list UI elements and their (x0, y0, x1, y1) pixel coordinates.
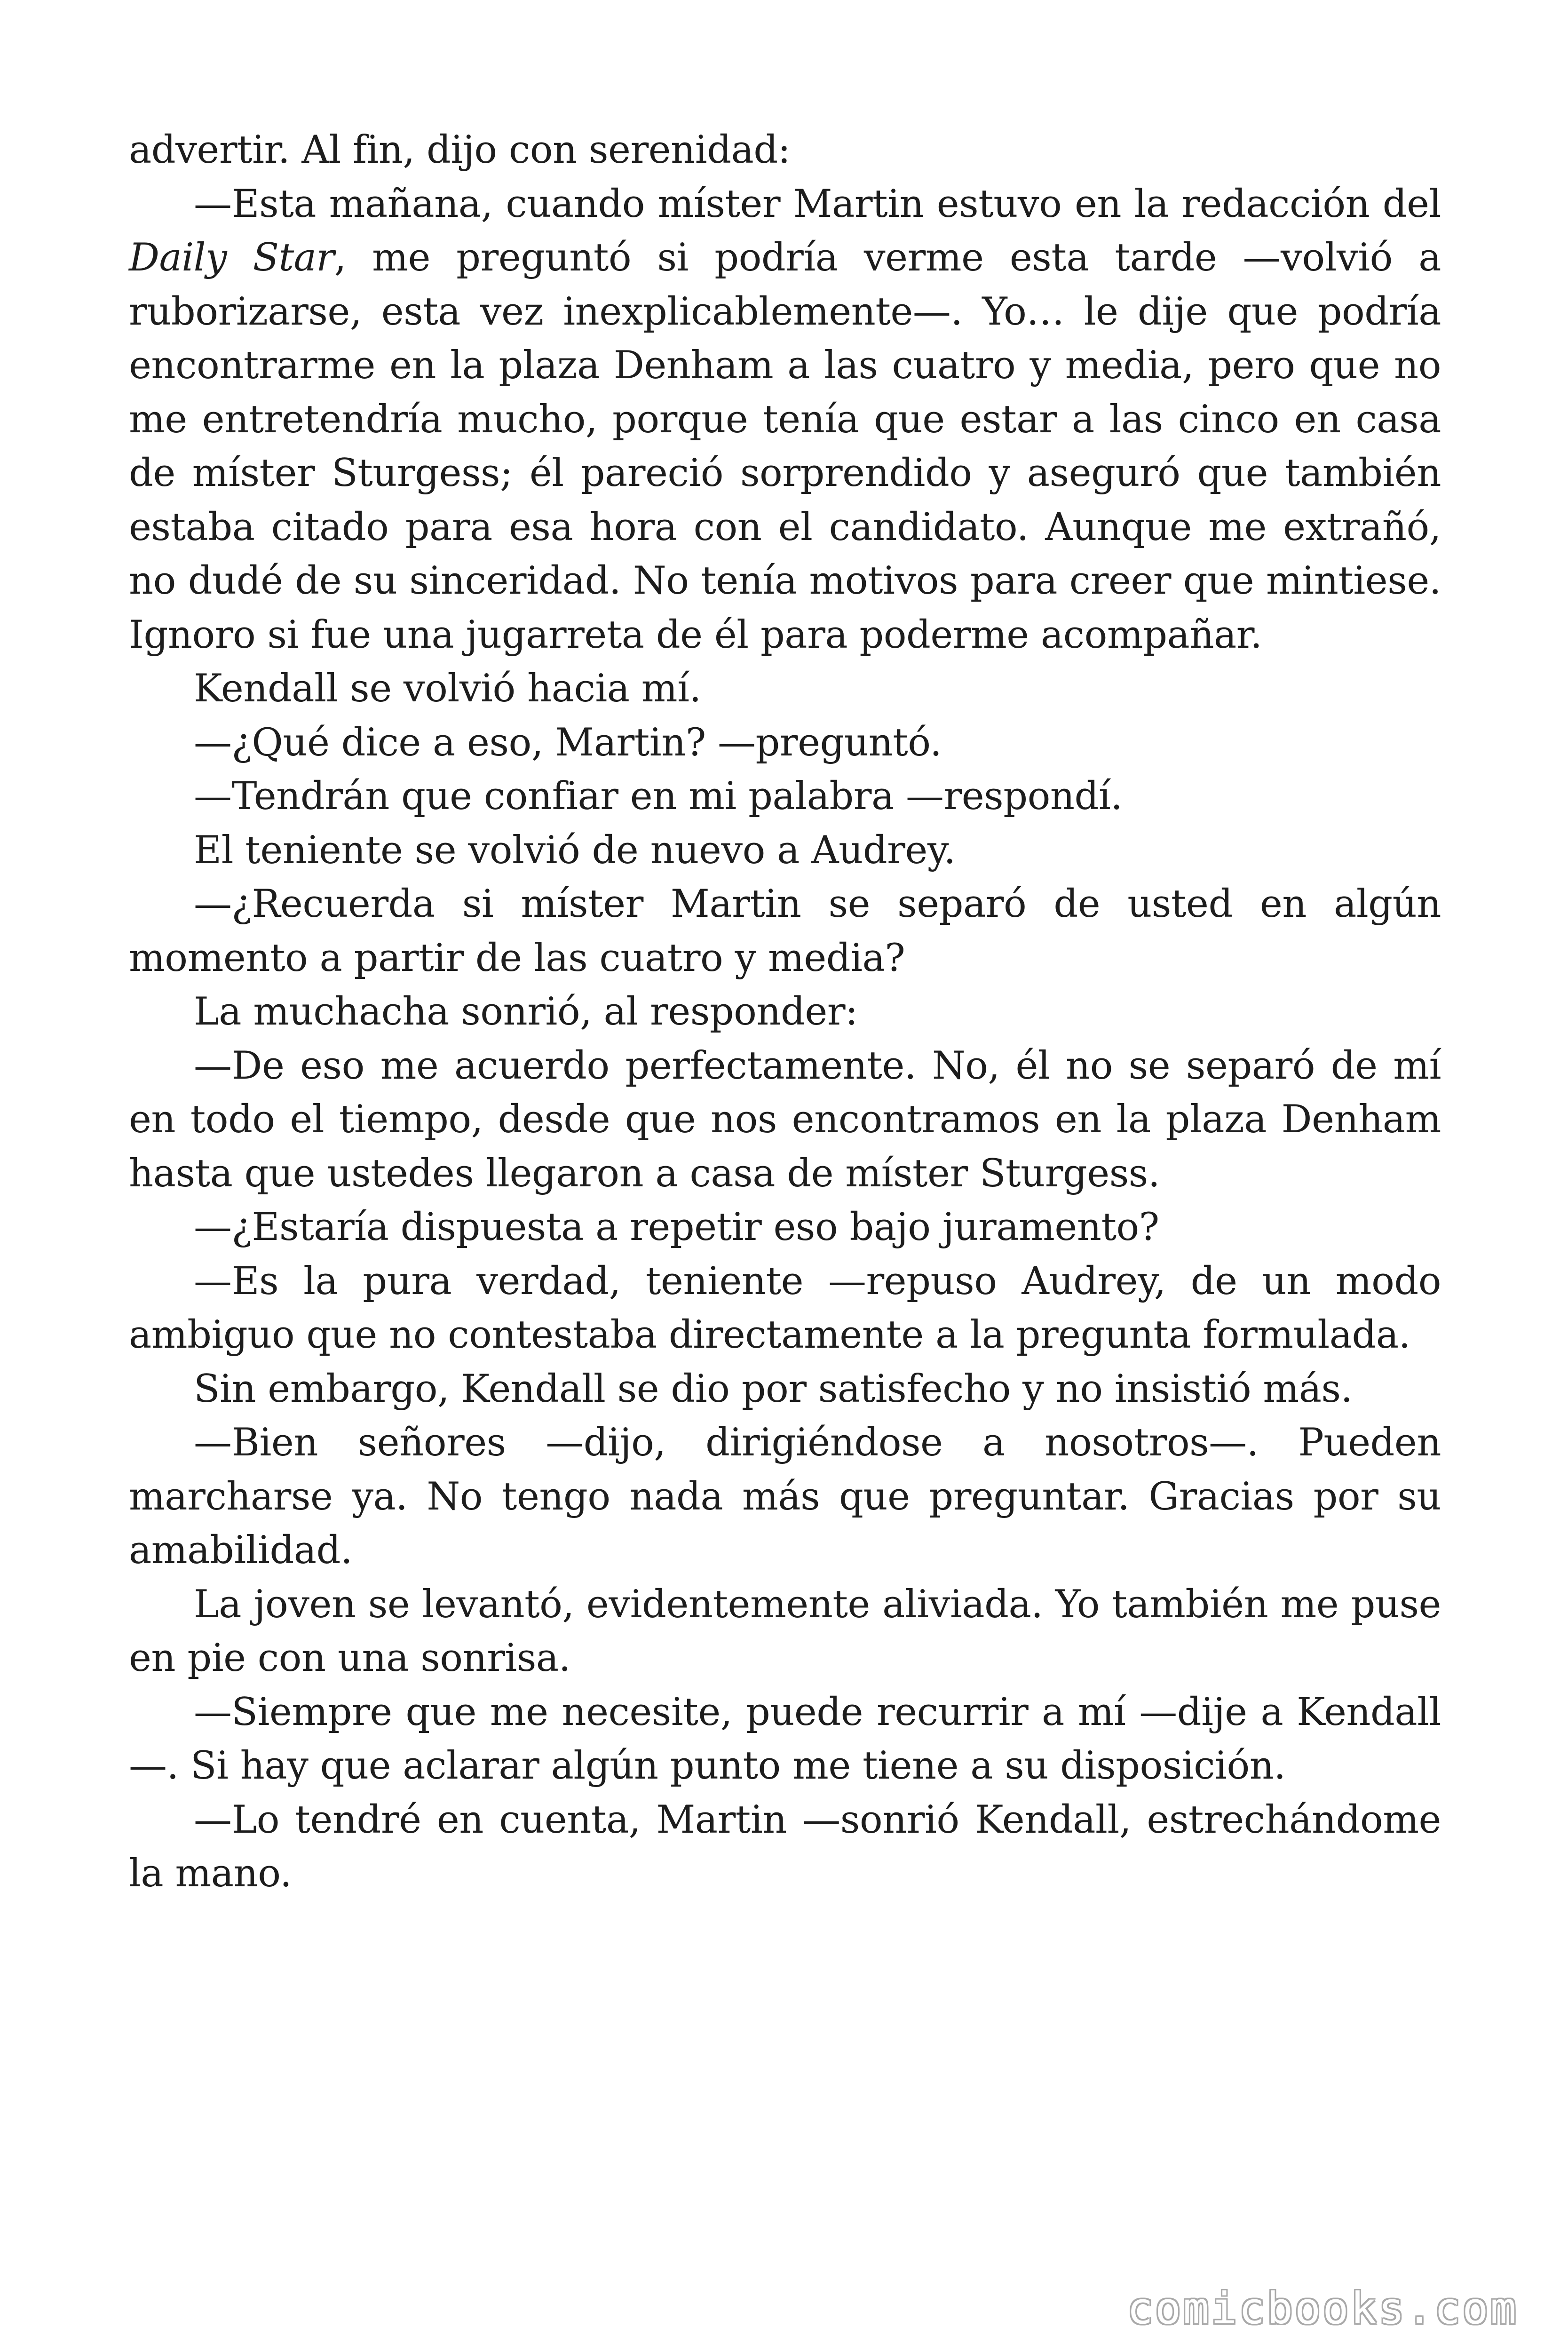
paragraph: Sin embargo, Kendall se dio por satisfecho y no insistió más. (194, 1367, 1353, 1411)
paragraph: —¿Qué dice a eso, Martin? —preguntó. (194, 720, 942, 765)
paragraph-text: , me preguntó si podría verme esta tarde —volvió a ruborizarse, esta vez inexplicablemente—. Yo… le dije que podría encontrarme en la plaza Denham a las cuatro y media, pero que no me entretendría mucho, porque tenía que estar a las cinco en casa de míster Sturgess; él pareció sorprendido y aseguró que también estaba citado para esa hora con el candidato. Aunque me extrañó, no dudé de su sinceridad. No tenía motivos para creer que mintiese. Ignoro si fue una jugarreta de él para poderme acompañar. (129, 236, 1441, 657)
paragraph: —De eso me acuerdo perfectamente. No, él no se separó de mí en todo el tiempo, desde que nos encontramos en la plaza Denham hasta que ustedes llegaron a casa de míster Sturgess. (129, 1043, 1441, 1196)
paragraph: La muchacha sonrió, al responder: (194, 990, 858, 1034)
paragraph: —¿Recuerda si míster Martin se separó de usted en algún momento a partir de las cuatro y media? (129, 882, 1441, 980)
paragraph: —Es la pura verdad, teniente —repuso Audrey, de un modo ambiguo que no contestaba directamente a la pregunta formulada. (129, 1259, 1441, 1357)
newspaper-title: Daily Star (129, 236, 334, 280)
paragraph: —Bien señores —dijo, dirigiéndose a nosotros—. Pueden marcharse ya. No tengo nada más que preguntar. Gracias por su amabilidad. (129, 1421, 1441, 1573)
watermark: comicbooks.com (1127, 2283, 1518, 2334)
paragraph (129, 177, 1441, 662)
body-text (129, 123, 1441, 1901)
paragraph: Kendall se volvió hacia mí. (194, 667, 701, 711)
paragraph: —Tendrán que confiar en mi palabra —respondí. (194, 774, 1123, 818)
paragraph: El teniente se volvió de nuevo a Audrey. (194, 828, 956, 873)
paragraph-text: —Esta mañana, cuando míster Martin estuvo en la redacción del (194, 182, 1441, 226)
paragraph: —Siempre que me necesite, puede recurrir a mí —dije a Kendall —. Si hay que aclarar algún punto me tiene a su disposición. (129, 1690, 1441, 1788)
paragraph: advertir. Al fin, dijo con serenidad: (129, 128, 791, 172)
paragraph: —Lo tendré en cuenta, Martin —sonrió Kendall, estrechándome la mano. (129, 1797, 1441, 1896)
paragraph: La joven se levantó, evidentemente aliviada. Yo también me puse en pie con una sonrisa. (129, 1582, 1441, 1680)
paragraph: —¿Estaría dispuesta a repetir eso bajo juramento? (194, 1205, 1159, 1249)
